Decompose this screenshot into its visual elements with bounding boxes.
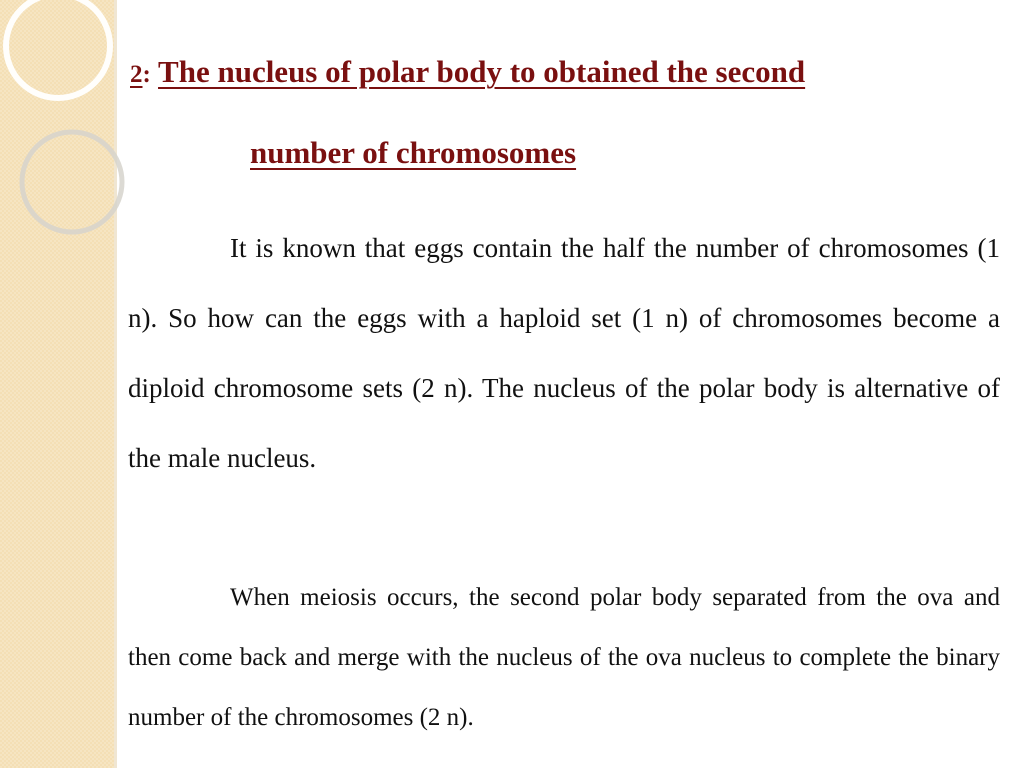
heading-number: 2 xyxy=(130,61,143,88)
heading-text-line-1: The nucleus of polar body to obtained the second xyxy=(158,54,806,89)
heading-line-1 xyxy=(130,54,805,90)
heading-text-line-2: number of chromosomes xyxy=(250,135,577,170)
heading-line-2 xyxy=(250,135,576,171)
paragraph-2: When meiosis occurs, the second polar body separated from the ova and then come back and merge with the nucleus of the ova nucleus to complete the binary number of the chromosomes (2 n). xyxy=(128,584,1000,731)
decorative-circle-large xyxy=(6,0,110,98)
decorative-circles xyxy=(0,0,130,300)
heading-colon: : xyxy=(142,61,151,88)
decorative-circle-small xyxy=(22,132,122,232)
paragraph-1: It is known that eggs contain the half the number of chromosomes (1 n). So how can the eggs with a haploid set (1 n) of chromosomes become a diploid chromosome sets (2 n). The nucleus of the polar body is alternative of the male nucleus. xyxy=(128,233,1000,473)
